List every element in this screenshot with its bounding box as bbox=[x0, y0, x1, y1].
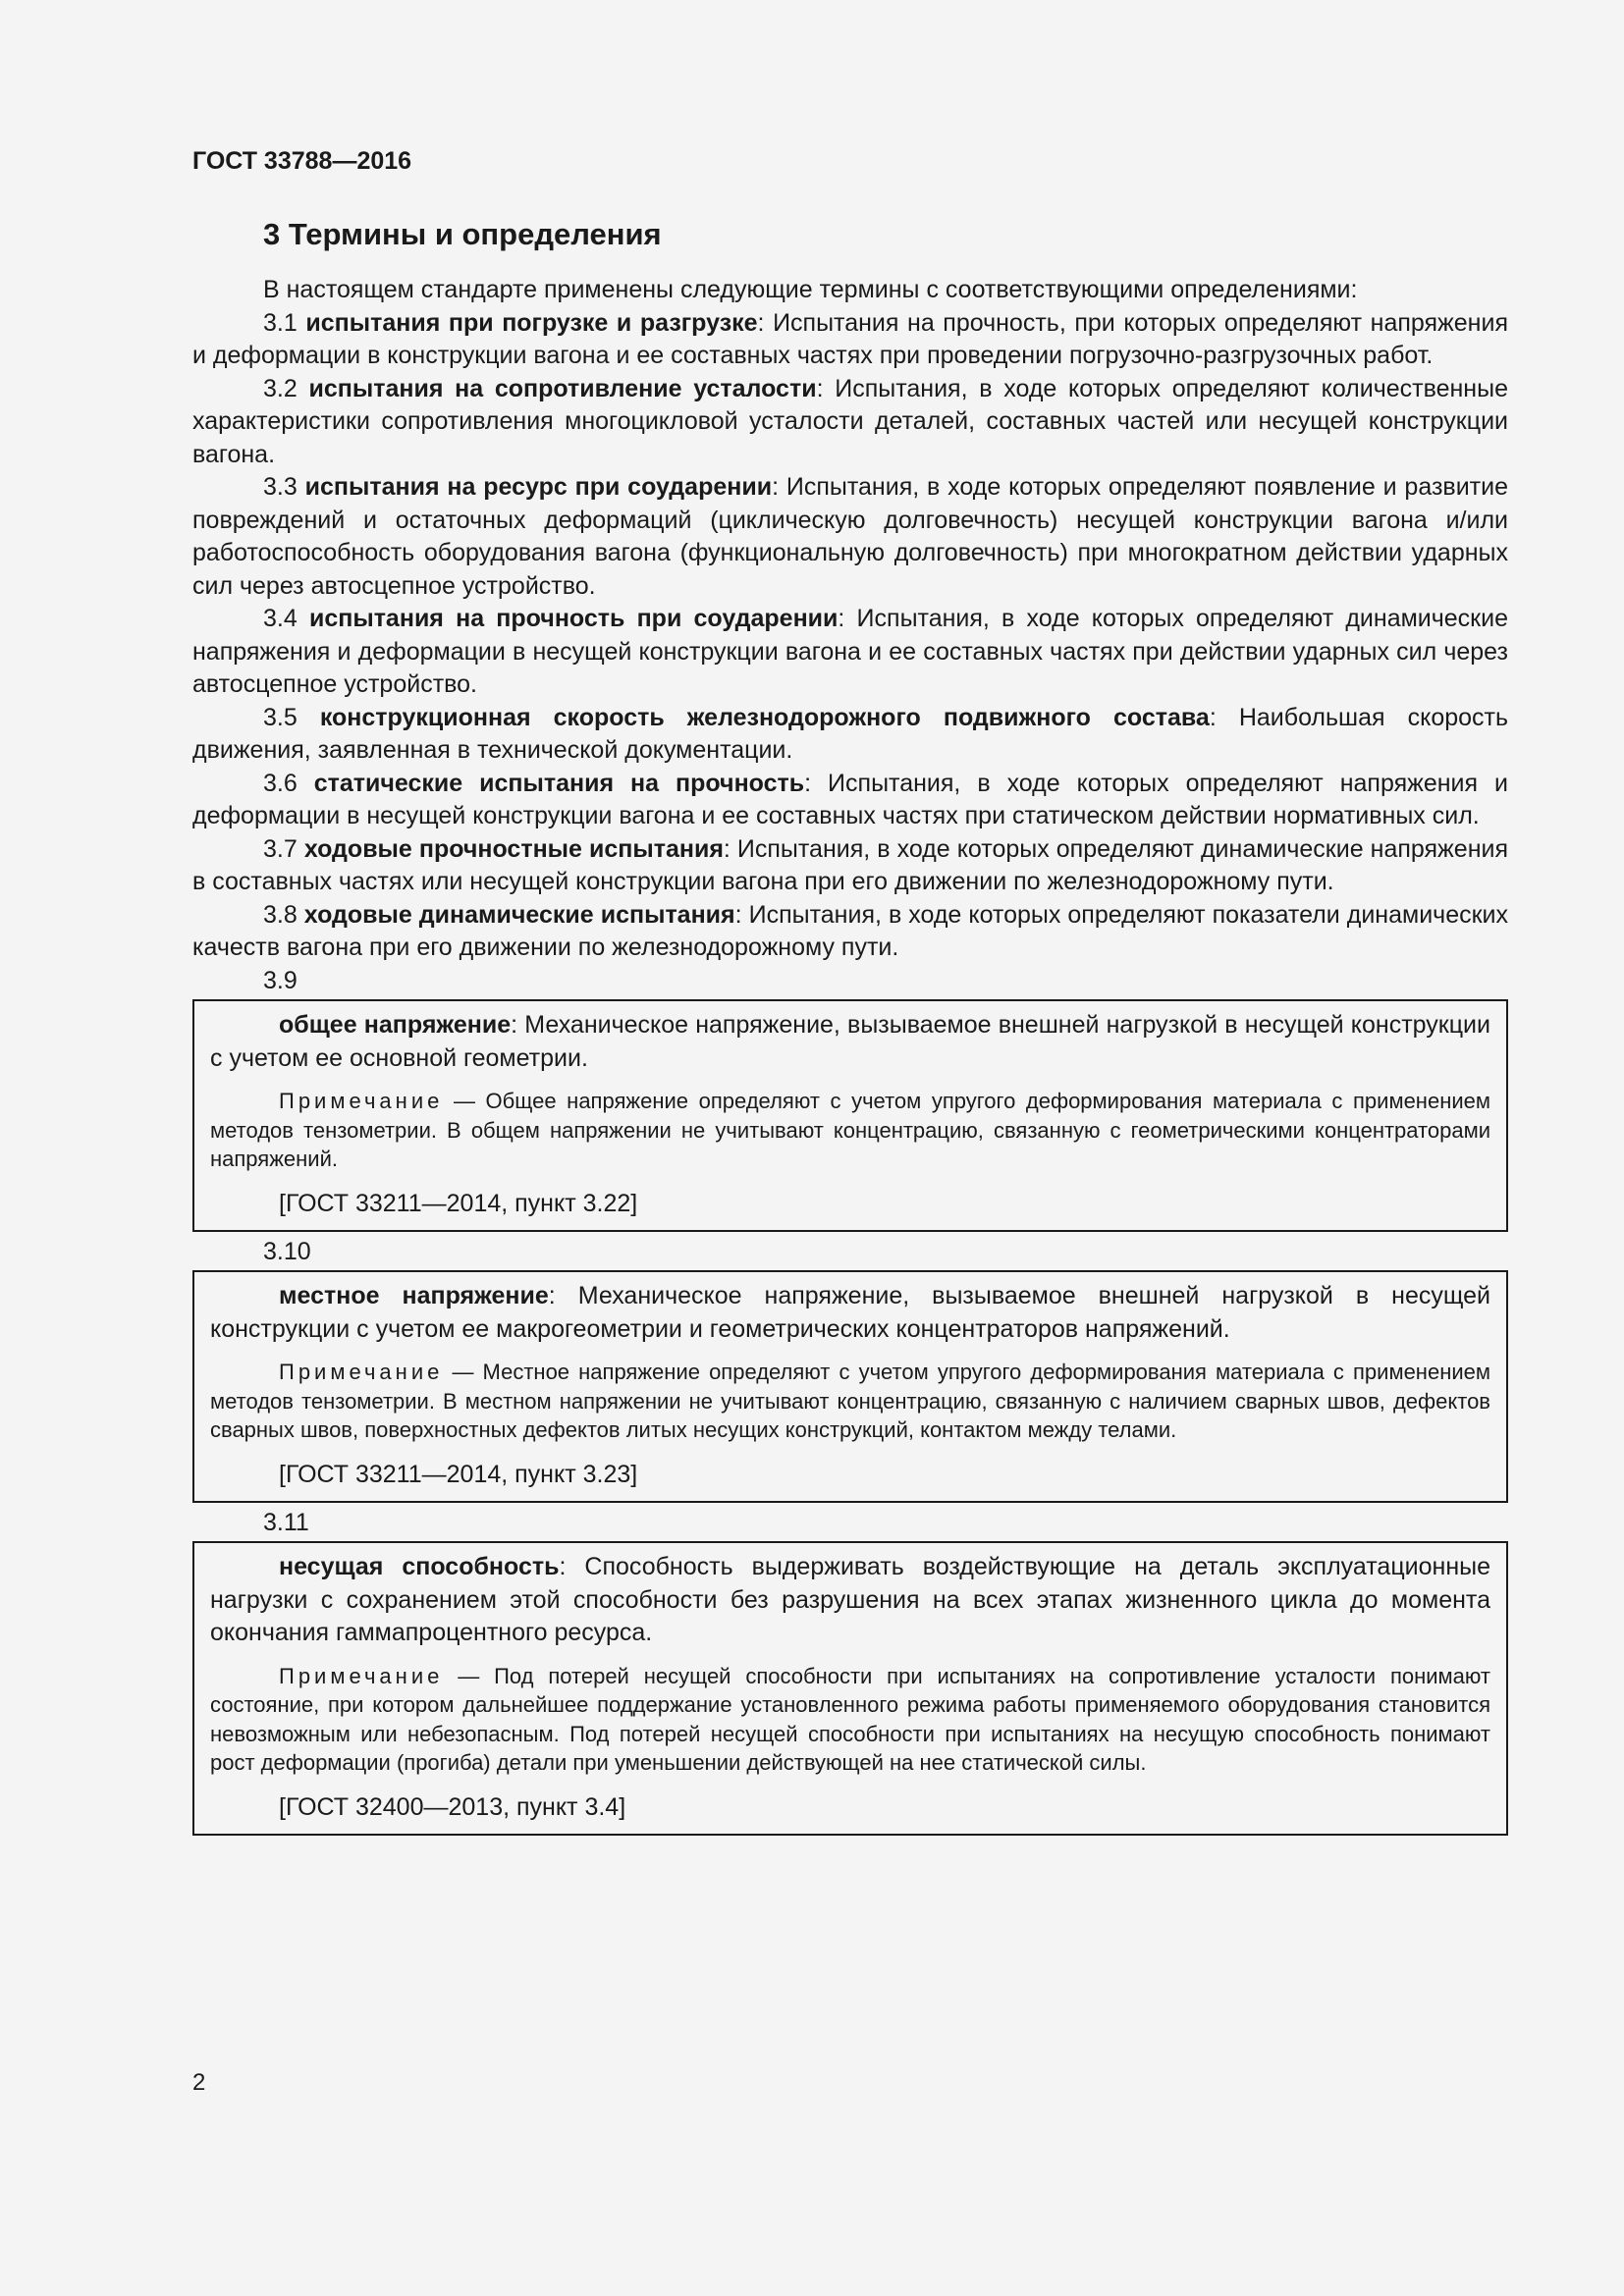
term-entry bbox=[192, 899, 1508, 965]
document-id: ГОСТ 33788—2016 bbox=[192, 147, 412, 175]
boxed-term-entry bbox=[210, 1280, 1490, 1346]
term-name: испытания при погрузке и разгрузке bbox=[305, 308, 758, 337]
term-definition: : Механическое напряжение, вызываемое внешней нагрузкой в несущей конструкции с учетом ее основной геометрии. bbox=[210, 1011, 1490, 1072]
term-definition: : Испытания, в ходе которых определяют динамические напряжения в составных частях или несущей конструкции вагона при его движении по железнодорожному пути. bbox=[192, 834, 1508, 895]
term-name: испытания на сопротивление усталости bbox=[308, 374, 817, 402]
boxed-term-entry bbox=[210, 1551, 1490, 1650]
term-entry bbox=[192, 702, 1508, 768]
term-definition: : Испытания, в ходе которых определяют количественные характеристики сопротивления многоцикловой усталости деталей, составных частей или несущей конструкции вагона. bbox=[192, 374, 1508, 468]
term-box bbox=[192, 1541, 1508, 1836]
term-entry bbox=[192, 471, 1508, 603]
term-number: 3.7 bbox=[263, 834, 298, 863]
boxed-term-number: 3.10 bbox=[263, 1237, 311, 1265]
term-definition: : Способность выдерживать воздействующие на деталь эксплуатационные нагрузки с сохранением этой способности без разрушения на всех этапах жизненного цикла до момента окончания гаммапроцентного ресурса. bbox=[210, 1553, 1491, 1646]
term-box bbox=[192, 999, 1508, 1232]
term-name: конструкционная скорость железнодорожного подвижного состава bbox=[319, 703, 1210, 731]
source-reference: [ГОСТ 33211—2014, пункт 3.23] bbox=[279, 1460, 638, 1488]
source-reference: [ГОСТ 33211—2014, пункт 3.22] bbox=[279, 1189, 638, 1217]
note bbox=[210, 1662, 1490, 1778]
term-entry bbox=[192, 833, 1508, 899]
term-number: 3.4 bbox=[263, 605, 298, 632]
term-name: испытания на прочность при соударении bbox=[308, 605, 839, 632]
page-content bbox=[192, 147, 1508, 1836]
term-box bbox=[192, 1270, 1508, 1503]
section-title: 3 Термины и определения bbox=[263, 217, 662, 251]
note-text: — Под потерей несущей способности при испытаниях на сопротивление усталости понимают состояние, при котором дальнейшее поддержание установленного режима работы применяемого оборудования становится невозможным или небезопасным. Под потерей несущей способности при испытаниях на несущую способность понимают рост деформации (прогиба) детали при уменьшении действующей на нее статической силы. bbox=[210, 1663, 1490, 1775]
term-number: 3.3 bbox=[263, 473, 298, 501]
term-definition: : Испытания, в ходе которых определяют показатели динамических качеств вагона при его движении по железнодорожному пути. bbox=[192, 900, 1509, 961]
term-number: 3.1 bbox=[263, 308, 298, 337]
boxed-term-entry bbox=[210, 1009, 1490, 1075]
term-name: несущая способность bbox=[279, 1553, 560, 1580]
term-name: статические испытания на прочность bbox=[313, 769, 805, 797]
term-name: местное напряжение bbox=[279, 1282, 549, 1309]
term-name: общее напряжение bbox=[279, 1011, 512, 1039]
boxed-term-number: 3.9 bbox=[263, 966, 298, 994]
term-name: ходовые динамические испытания bbox=[303, 900, 735, 929]
term-name: испытания на ресурс при соударении bbox=[304, 473, 773, 501]
boxed-term-number: 3.11 bbox=[263, 1508, 309, 1536]
term-number: 3.8 bbox=[263, 900, 298, 929]
term-entry bbox=[192, 603, 1508, 702]
note-label: Примечание bbox=[279, 1360, 444, 1384]
intro-paragraph: В настоящем стандарте применены следующие термины с соответствующими определениями: bbox=[263, 276, 1358, 303]
note-text: — Общее напряжение определяют с учетом упругого деформирования материала с применением методов тензометрии. В общем напряжении не учитывают концентрацию, связанную с геометрическими концентраторами напряжений. bbox=[210, 1089, 1490, 1171]
note-label: Примечание bbox=[279, 1663, 444, 1688]
term-definition: : Испытания, в ходе которых определяют напряжения и деформации в несущей конструкции вагона и ее составных частях при статическом действии нормативных сил. bbox=[192, 769, 1508, 829]
term-number: 3.6 bbox=[263, 769, 298, 797]
term-number: 3.5 bbox=[263, 703, 298, 731]
term-definition: : Наибольшая скорость движения, заявленная в технической документации. bbox=[192, 703, 1509, 764]
term-number: 3.2 bbox=[263, 374, 298, 402]
term-entry bbox=[192, 373, 1508, 472]
page-number: 2 bbox=[192, 2069, 206, 2096]
term-entry bbox=[192, 768, 1508, 833]
term-definition: : Механическое напряжение, вызываемое внешней нагрузкой в несущей конструкции с учетом ее макрогеометрии и геометрических концентраторов напряжений. bbox=[210, 1282, 1490, 1343]
term-entry bbox=[192, 307, 1508, 373]
term-name: ходовые прочностные испытания bbox=[303, 834, 724, 863]
note bbox=[210, 1087, 1490, 1174]
term-definition: : Испытания, в ходе которых определяют появление и развитие повреждений и остаточных деформаций (циклическую долговечность) несущей конструкции вагона и/или работоспособность оборудования вагона (функциональную долговечность) при многократном действии ударных сил через автосцепное устройство. bbox=[192, 473, 1508, 600]
term-definition: : Испытания, в ходе которых определяют динамические напряжения и деформации в несущей конструкции вагона и ее составных частях при действии ударных сил через автосцепное устройство. bbox=[192, 605, 1508, 698]
source-reference: [ГОСТ 32400—2013, пункт 3.4] bbox=[279, 1792, 626, 1821]
note bbox=[210, 1358, 1490, 1445]
note-label: Примечание bbox=[279, 1089, 444, 1113]
note-text: — Местное напряжение определяют с учетом упругого деформирования материала с применением методов тензометрии. В местном напряжении не учитывают концентрацию, связанную с наличием сварных швов, дефектов сварных швов, поверхностных дефектов литых несущих конструкций, контактом между телами. bbox=[210, 1360, 1490, 1442]
term-definition: : Испытания на прочность, при которых определяют напряжения и деформации в конструкции вагона и ее составных частях при проведении погрузочно-разгрузочных работ. bbox=[192, 308, 1508, 369]
